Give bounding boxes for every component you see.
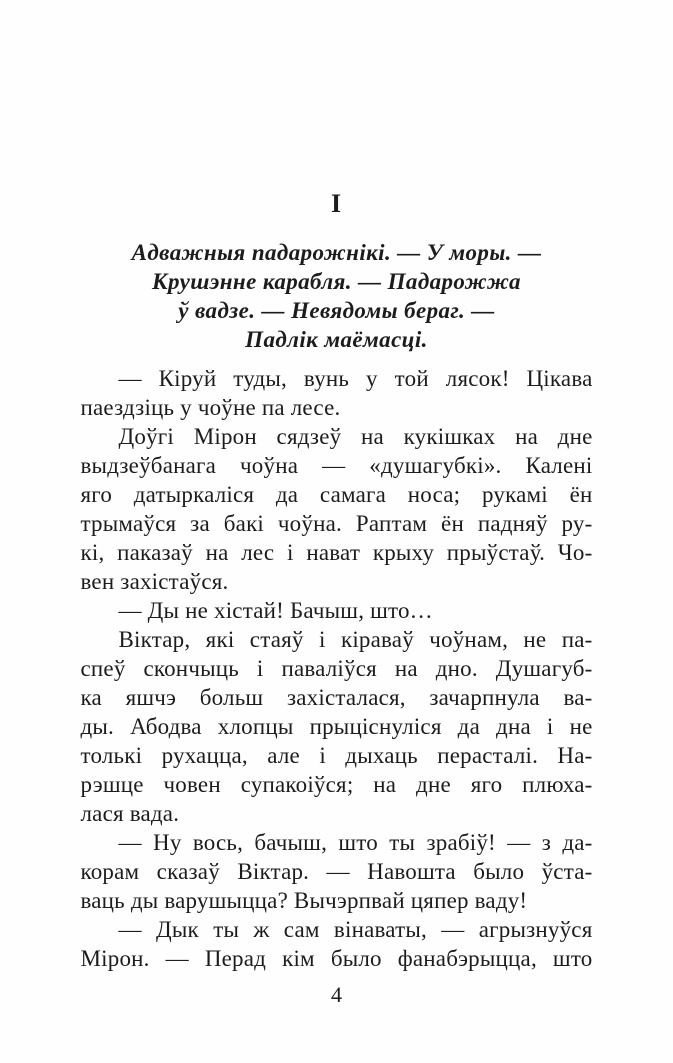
chapter-summary-line: Адважныя падарожнікі. — У моры. — [131,240,542,265]
text-line: выдзеўбанага чоўна — «душагубкі». Калені [80,453,593,478]
page-footer [81,982,593,1008]
text-line: вен захістаўся. [80,569,229,594]
page-number: 4 [331,982,342,1007]
text-line: лася вада. [80,801,180,826]
text-line: трымаўся за бакі чоўна. Раптам ён падняў ру- [80,511,593,536]
text-line: — Ды не хістай! Бачыш, што… [118,598,433,623]
text-line: спеў скончыць і паваліўся на дно. Душагуб- [80,656,593,681]
text-line: паездзіць у чоўне па лесе. [80,395,341,420]
chapter-number: I [330,189,343,218]
text-line: корам сказаў Віктар. — Навошта было ўста- [80,859,593,884]
text-line: яго датыркаліся да самага носа; рукамі ён [80,482,593,507]
text-line: — Ну вось, бачыш, што ты зрабіў! — з да- [118,830,593,855]
text-line: Мірон. — Перад кім было фанабэрыцца, што [80,946,593,971]
text-line: толькі рухацца, але і дыхаць перасталі. На- [80,743,593,768]
text-line: ды. Абодва хлопцы прыціснуліся да дна і не [80,714,593,739]
text-line: — Кіруй туды, вунь у той лясок! Цікава [118,366,593,391]
text-line: ваць ды варушыцца? Вычэрпвай цяпер ваду! [80,888,528,913]
text-line: — Дык ты ж сам вінаваты, — агрызнуўся [118,917,593,942]
chapter-summary-line: ў вадзе. — Невядомы бераг. — [178,298,495,323]
chapter-summary [81,238,593,354]
text-line: Доўгі Мірон сядзеў на кукішках на дне [118,424,593,449]
body-text [81,364,593,973]
text-line: кі, паказаў на лес і нават крыху прыўстаў. Чо- [80,540,593,565]
chapter-summary-line: Крушэнне карабля. — Падарожжа [152,269,521,294]
text-line: Віктар, які стаяў і кіраваў чоўнам, не па- [118,627,593,652]
text-line: рэшце човен супакоіўся; на дне яго плюха- [80,772,593,797]
chapter-summary-line: Падлік маёмасці. [245,327,428,352]
text-line: ка яшчэ больш захісталася, зачарпнула ва- [80,685,593,710]
page-content [81,0,593,1008]
